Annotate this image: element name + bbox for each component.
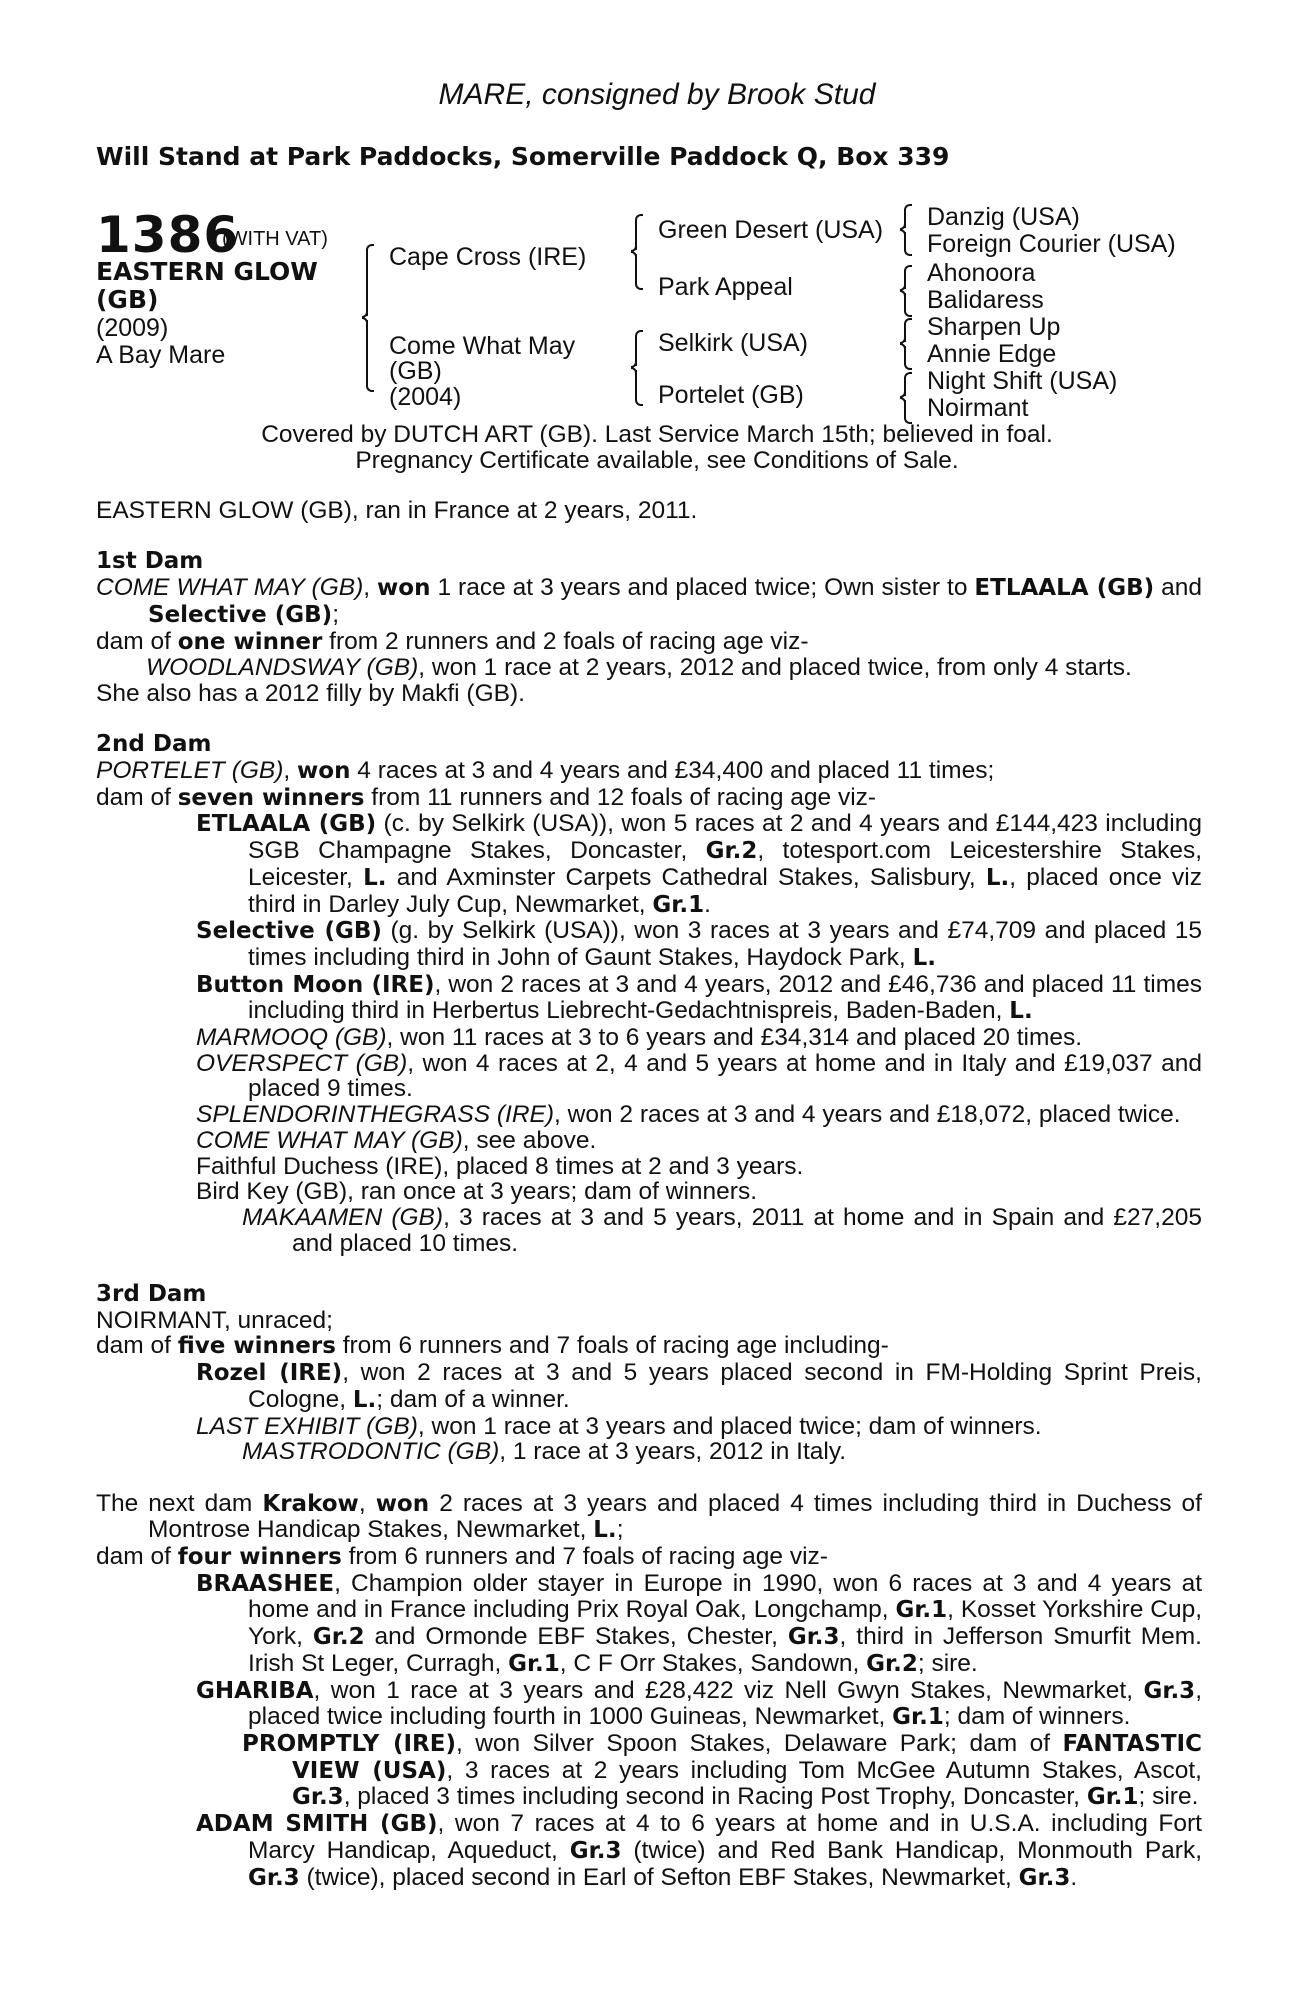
progeny-name: PROMPTLY (IRE) xyxy=(242,1730,456,1757)
grade-label: Gr.3 xyxy=(248,1864,300,1891)
progeny-text: , 1 race at 3 years, 2012 in Italy. xyxy=(499,1438,847,1466)
horse-description: A Bay Mare xyxy=(96,341,226,369)
progeny-text: ; sire. xyxy=(917,1649,978,1677)
dam-dam: Portelet (GB) xyxy=(658,381,804,409)
progeny-text: , placed once viz third in Darley July Cup, Newmarket, xyxy=(248,863,1202,918)
dam1-winners: one winner xyxy=(177,628,323,655)
progeny-text: , 3 races at 3 and 5 years, 2011 at home and in Spain and £27,205 and placed 10 times. xyxy=(292,1203,1202,1257)
ped-dsd: Annie Edge xyxy=(927,340,1057,368)
progeny-name: WOODLANDSWAY (GB) xyxy=(146,654,419,682)
dam2-progeny-9: Bird Key (GB), ran once at 3 years; dam of winners. xyxy=(196,1178,758,1206)
horse-name-line2: (GB) xyxy=(96,285,159,314)
progeny-text: , won 2 races at 3 and 4 years and £18,072, placed twice. xyxy=(554,1101,1181,1129)
dam1-semi: ; xyxy=(332,600,340,628)
progeny-text: , 3 races at 2 years including Tom McGee Autumn Stakes, Ascot, xyxy=(446,1756,1202,1784)
progeny-text: , won 7 races at 4 to 6 years at home and in U.S.A. including Fort Marcy Handicap, Aqueduct, xyxy=(248,1810,1202,1864)
ped-dds: Night Shift (USA) xyxy=(927,367,1118,395)
listed-label: L. xyxy=(985,864,1010,891)
dam2-progeny-5 xyxy=(96,1051,1202,1102)
dam1-text: 1 race at 3 years and placed twice; Own sister to xyxy=(430,574,975,602)
progeny-name: OVERSPECT (GB) xyxy=(196,1049,408,1077)
covered-line2: Pregnancy Certificate available, see Conditions of Sale. xyxy=(355,447,959,474)
page-title: MARE, consigned by Brook Stud xyxy=(438,78,876,111)
listed-label: L. xyxy=(352,1386,377,1413)
grade-label: Gr.1 xyxy=(895,1597,948,1624)
dam4-won: won xyxy=(375,1490,430,1517)
progeny-name: SPLENDORINTHEGRASS (IRE) xyxy=(196,1101,555,1129)
dam4-text2: from 6 runners and 7 foals of racing age viz- xyxy=(341,1543,828,1571)
progeny-text: (c. by Selkirk (USA)), won 5 races at 2 and 4 years and £144,423 including SGB Champagne Stakes, Doncaster, xyxy=(248,810,1202,865)
dam2-progeny-7 xyxy=(96,1128,1202,1154)
dam-line3: (2004) xyxy=(389,383,462,411)
dam-line2: (GB) xyxy=(389,357,442,385)
listed-label: L. xyxy=(1009,998,1033,1025)
progeny-text: , won 11 races at 3 to 6 years and £34,314 and placed 20 times. xyxy=(386,1024,1083,1052)
sire-dam: Park Appeal xyxy=(658,273,793,301)
grade-label: Gr.3 xyxy=(1018,1864,1071,1891)
ped-sds: Ahonoora xyxy=(927,259,1036,287)
horse-name xyxy=(96,258,318,314)
dam4-text: ; xyxy=(616,1516,624,1544)
progeny-text: , won 4 races at 2, 4 and 5 years at home and in Italy and £19,037 and placed 9 times. xyxy=(248,1049,1202,1103)
dam3-grandprogeny-1 xyxy=(96,1439,1202,1465)
dam2-progeny-3 xyxy=(96,972,1202,1025)
dam2-progeny-4 xyxy=(96,1025,1202,1051)
listed-label: L. xyxy=(912,944,936,971)
dam3-damof: dam of xyxy=(96,1332,178,1360)
progeny-text: , won 1 race at 3 years and £28,422 viz Nell Gwyn Stakes, Newmarket, xyxy=(313,1676,1144,1704)
progeny-name: MAKAAMEN (GB) xyxy=(242,1203,444,1231)
progeny-name: Button Moon (IRE) xyxy=(196,971,435,998)
vat-label: (WITH VAT) xyxy=(222,228,328,250)
listed-label: L. xyxy=(363,864,387,891)
ped-ssd: Foreign Courier (USA) xyxy=(927,230,1176,258)
listed-label: L. xyxy=(593,1517,617,1544)
grade-label: Gr.1 xyxy=(892,1704,944,1731)
dam1-damof: dam of xyxy=(96,627,178,655)
dam2-text2: from 11 runners and 12 foals of racing age viz- xyxy=(364,783,877,811)
catalogue-body xyxy=(96,498,1202,1891)
grade-label: Gr.3 xyxy=(787,1624,840,1651)
dam4-progeny-2 xyxy=(96,1678,1202,1731)
progeny-name: FANTASTIC VIEW (USA) xyxy=(292,1730,1202,1784)
dam1-produce-line xyxy=(96,629,1202,656)
grade-label: Gr.1 xyxy=(508,1650,560,1677)
dam2-grandprogeny-1 xyxy=(96,1205,1202,1256)
location-line: Will Stand at Park Paddocks, Somerville Paddock Q, Box 339 xyxy=(96,142,950,171)
dam1-summary: COME WHAT MAY (GB), won 1 race at 3 years and placed twice; Own sister to ETLAALA (GB) and Selective (GB); xyxy=(96,574,1202,628)
horse-year: (2009) xyxy=(96,314,169,342)
dam4-damof: dam of xyxy=(96,1543,178,1571)
dam1-also: She also has a 2012 filly by Makfi (GB). xyxy=(96,679,525,707)
dam1-name: COME WHAT MAY (GB) xyxy=(96,574,364,602)
progeny-text: . xyxy=(704,890,711,918)
dam2-name: PORTELET (GB) xyxy=(96,757,284,784)
progeny-text: , won 2 races at 3 and 4 years, 2012 and £46,736 and placed 11 times including third in Herbertus Liebrecht-Gedachtnispreis, Baden-Baden, xyxy=(248,970,1202,1025)
progeny-name: Selective (GB) xyxy=(196,918,382,945)
dam1-won: won xyxy=(377,575,431,602)
lot-number: 1386 xyxy=(96,206,240,264)
grade-label: Gr.2 xyxy=(866,1650,918,1677)
pedigree-brace xyxy=(900,204,908,256)
ped-sdd: Balidaress xyxy=(927,286,1044,314)
progeny-text: ; sire. xyxy=(1138,1783,1199,1811)
sire-sire: Green Desert (USA) xyxy=(658,216,884,244)
dam1-text2: from 2 runners and 2 foals of racing age viz- xyxy=(322,627,809,655)
intro-line: EASTERN GLOW (GB), ran in France at 2 years, 2011. xyxy=(96,497,698,524)
progeny-text: , totesport.com Leicestershire Stakes, Leicester, xyxy=(248,837,1202,891)
progeny-text: , third in Jefferson Smurfit Mem. Irish St Leger, Curragh, xyxy=(248,1623,1202,1677)
progeny-text: , won 1 race at 2 years, 2012 and placed twice, from only 4 starts. xyxy=(418,654,1132,682)
dam2-heading: 2nd Dam xyxy=(96,731,212,758)
progeny-text: ; dam of winners. xyxy=(943,1703,1131,1731)
pedigree-brace xyxy=(900,265,908,317)
progeny-text: , placed twice including fourth in 1000 Guineas, Newmarket, xyxy=(248,1676,1202,1731)
dam4-intro: The next dam xyxy=(96,1489,263,1517)
progeny-text: , Champion older stayer in Europe in 1990, won 6 races at 3 and 4 years at home and in France including Prix Royal Oak, Longchamp, xyxy=(248,1569,1202,1624)
progeny-text: ; dam of a winner. xyxy=(376,1385,570,1413)
dam2-progeny-8: Faithful Duchess (IRE), placed 8 times at 2 and 3 years. xyxy=(196,1152,804,1180)
progeny-text: , C F Orr Stakes, Sandown, xyxy=(559,1649,867,1677)
dam4-grandprogeny-1 xyxy=(96,1731,1202,1811)
pedigree-brace xyxy=(631,214,639,290)
pedigree-brace xyxy=(900,318,908,370)
dam3-produce-line xyxy=(96,1333,1202,1360)
dam2-produce-line xyxy=(96,785,1202,812)
grade-label: Gr.2 xyxy=(705,838,758,865)
progeny-name: ETLAALA (GB) xyxy=(196,811,377,838)
ped-sss: Danzig (USA) xyxy=(927,203,1080,231)
progeny-name: GHARIBA xyxy=(196,1677,314,1704)
pedigree-brace xyxy=(900,372,908,424)
dam3-text2: from 6 runners and 7 foals of racing age including- xyxy=(335,1332,889,1360)
ped-dss: Sharpen Up xyxy=(927,313,1061,341)
dam4-name: Krakow xyxy=(262,1490,359,1517)
dam3-progeny-2 xyxy=(96,1414,1202,1440)
dam1-heading: 1st Dam xyxy=(96,548,204,575)
progeny-text: , placed 3 times including second in Racing Post Trophy, Doncaster, xyxy=(343,1783,1087,1811)
dam2-summary: PORTELET (GB), won 4 races at 3 and 4 years and £34,400 and placed 11 times; xyxy=(96,757,995,784)
progeny-name: MASTRODONTIC (GB) xyxy=(242,1438,500,1466)
grade-label: Gr.1 xyxy=(652,891,705,918)
dam4-summary xyxy=(96,1491,1202,1544)
ped-ddd: Noirmant xyxy=(927,394,1029,422)
horse-name-line1: EASTERN GLOW xyxy=(96,257,318,286)
dam1-sibling-1: ETLAALA (GB) xyxy=(974,575,1155,602)
progeny-name: Rozel (IRE) xyxy=(196,1360,343,1387)
dam4-text: 2 races at 3 years and placed 4 times including third in Duchess of Montrose Handicap Stakes, Newmarket, xyxy=(148,1489,1202,1544)
progeny-text: , see above. xyxy=(462,1126,597,1154)
dam4-progeny-3 xyxy=(96,1811,1202,1891)
grade-label: Gr.3 xyxy=(292,1784,344,1811)
progeny-text: , Kosset Yorkshire Cup, York, xyxy=(248,1596,1202,1651)
progeny-name: MARMOOQ (GB) xyxy=(196,1024,387,1052)
pedigree-brace xyxy=(362,244,370,392)
progeny-text: . xyxy=(1070,1863,1078,1891)
covered-note xyxy=(0,422,1314,474)
progeny-text: , won Silver Spoon Stakes, Delaware Park; dam of xyxy=(455,1729,1063,1757)
dam2-won: won xyxy=(297,758,351,784)
progeny-name: LAST EXHIBIT (GB) xyxy=(196,1412,418,1440)
dam2-damof: dam of xyxy=(96,783,178,811)
progeny-text: , won 2 races at 3 and 5 years placed second in FM-Holding Sprint Preis, Cologne, xyxy=(248,1359,1202,1413)
grade-label: Gr.1 xyxy=(1086,1784,1139,1811)
grade-label: Gr.3 xyxy=(1143,1677,1196,1704)
progeny-text: (g. by Selkirk (USA)), won 3 races at 3 years and £74,709 and placed 15 times including third in John of Gaunt Stakes, Haydock Park, xyxy=(248,917,1202,971)
progeny-text: , won 1 race at 3 years and placed twice; dam of winners. xyxy=(417,1412,1042,1440)
dam4-comma: , xyxy=(358,1489,376,1517)
dam2-text: 4 races at 3 and 4 years and £34,400 and placed 11 times; xyxy=(350,757,995,784)
dam1-sibling-2: Selective (GB) xyxy=(148,601,333,628)
sire: Cape Cross (IRE) xyxy=(389,243,587,271)
progeny-name: COME WHAT MAY (GB) xyxy=(196,1126,463,1154)
covered-line1: Covered by DUTCH ART (GB). Last Service March 15th; believed in foal. xyxy=(261,421,1053,448)
dam2-progeny-1 xyxy=(96,811,1202,918)
dam2-winners: seven winners xyxy=(177,784,365,811)
dam-line1: Come What May xyxy=(389,332,576,360)
dam-sire: Selkirk (USA) xyxy=(658,329,809,357)
dam1-and: and xyxy=(1154,574,1202,602)
dam3-progeny-1 xyxy=(96,1360,1202,1413)
dam3-heading: 3rd Dam xyxy=(96,1281,207,1308)
dam1-progeny-1 xyxy=(96,655,1202,681)
grade-label: Gr.3 xyxy=(569,1837,622,1864)
dam2-progeny-6 xyxy=(96,1102,1202,1128)
progeny-text: (twice) and Red Bank Handicap, Monmouth Park, xyxy=(621,1836,1202,1864)
dam3-summary: NOIRMANT, unraced; xyxy=(96,1306,333,1334)
dam4-progeny-1 xyxy=(96,1571,1202,1678)
pedigree-brace xyxy=(631,330,639,406)
progeny-name: ADAM SMITH (GB) xyxy=(196,1811,438,1838)
dam4-winners: four winners xyxy=(177,1544,342,1571)
dam2-progeny-2 xyxy=(96,918,1202,971)
progeny-text: and Ormonde EBF Stakes, Chester, xyxy=(364,1623,788,1651)
progeny-text: and Axminster Carpets Cathedral Stakes, Salisbury, xyxy=(386,863,986,891)
grade-label: Gr.2 xyxy=(312,1624,365,1651)
dam3-winners: five winners xyxy=(177,1333,336,1360)
progeny-name: BRAASHEE xyxy=(196,1570,335,1597)
progeny-text: (twice), placed second in Earl of Sefton EBF Stakes, Newmarket, xyxy=(299,1863,1019,1891)
dam4-produce-line xyxy=(96,1544,1202,1571)
